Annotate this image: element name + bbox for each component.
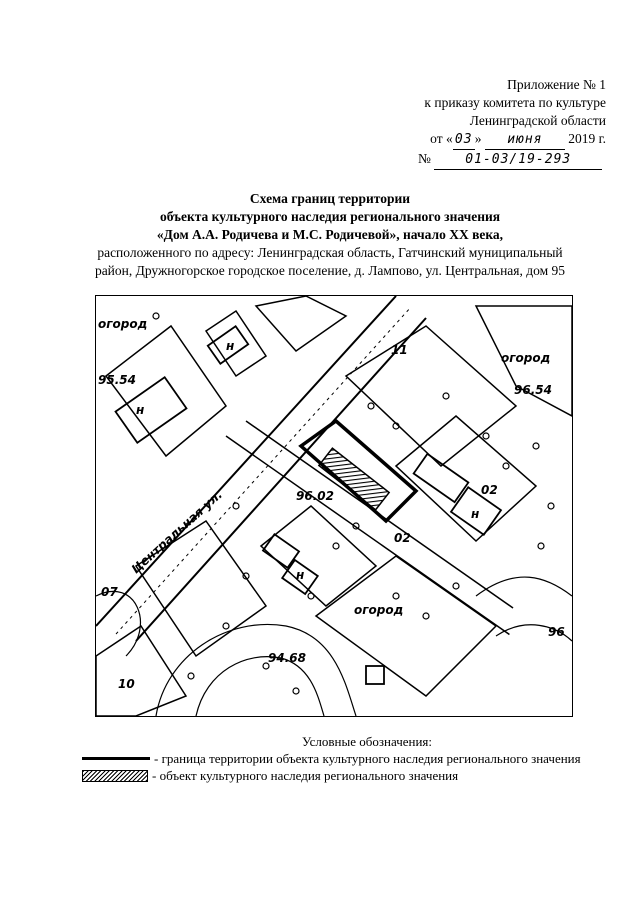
date-day: 03 [453, 131, 475, 150]
label-num-11: 11 [391, 343, 408, 357]
number-prefix: № [418, 151, 431, 166]
legend-boundary-text: - граница территории объекта культурного наследия регионального значения [154, 751, 581, 766]
hatch-swatch [82, 770, 148, 782]
legend [82, 733, 612, 784]
buildings [116, 326, 501, 684]
date-prefix: от « [430, 131, 453, 146]
label-ogorod-bottom: огород [354, 603, 404, 617]
contours [96, 577, 572, 716]
date-mid: » [474, 131, 482, 146]
legend-item-object [82, 767, 612, 784]
title-line-2: объекта культурного наследия регионального значения [159, 209, 501, 224]
scheme-title [70, 190, 590, 280]
label-lot-o7: 07 [101, 585, 118, 599]
legend-object-text: - объект культурного наследия регионального значения [152, 768, 459, 783]
label-elev-center: 96.02 [296, 489, 334, 503]
label-elev-right: 96.54 [514, 383, 552, 397]
cadastral-map [95, 295, 573, 717]
label-lot-o2-a: 02 [481, 483, 498, 497]
label-h-3: н [471, 507, 480, 521]
legend-item-boundary [82, 750, 612, 767]
title-line-4: расположенного по адресу: Ленинградская область, Гатчинский муниципальный [97, 245, 563, 260]
label-ogorod-top-right: огород [501, 351, 551, 365]
number-value: 01-03/19-293 [434, 151, 602, 170]
label-h-4: н [296, 568, 305, 582]
appendix-line-3: Ленинградской области [469, 113, 606, 128]
label-h-2: н [226, 339, 235, 353]
label-ogorod-top-left: огород [98, 317, 148, 331]
legend-heading: Условные обозначения: [301, 734, 433, 749]
label-street: Центральная ул. [128, 487, 225, 577]
appendix-date [346, 130, 606, 150]
appendix-number [346, 150, 606, 170]
date-month: июня [485, 131, 565, 150]
date-year: 2019 г. [568, 131, 606, 146]
label-h-1: н [136, 403, 145, 417]
map-drawing [96, 296, 572, 716]
boundary-line-swatch [82, 757, 150, 760]
label-lot-o2-b: 02 [394, 531, 411, 545]
appendix-line-1: Приложение № 1 [507, 77, 606, 92]
label-elev-edge: 96 [548, 625, 565, 639]
appendix-line-2: к приказу комитета по культуре [424, 95, 606, 110]
title-line-1: Схема границ территории [249, 191, 411, 206]
appendix-block [346, 76, 606, 170]
title-line-5: район, Дружногорское городское поселение, д. Лампово, ул. Центральная, дом 95 [94, 263, 566, 278]
label-elev-left: 95.54 [98, 373, 136, 387]
label-elev-bottom: 94.68 [268, 651, 306, 665]
title-line-3: «Дом А.А. Родичева и М.С. Родичевой», начало XX века, [156, 227, 504, 242]
label-lot-10: 10 [118, 677, 135, 691]
